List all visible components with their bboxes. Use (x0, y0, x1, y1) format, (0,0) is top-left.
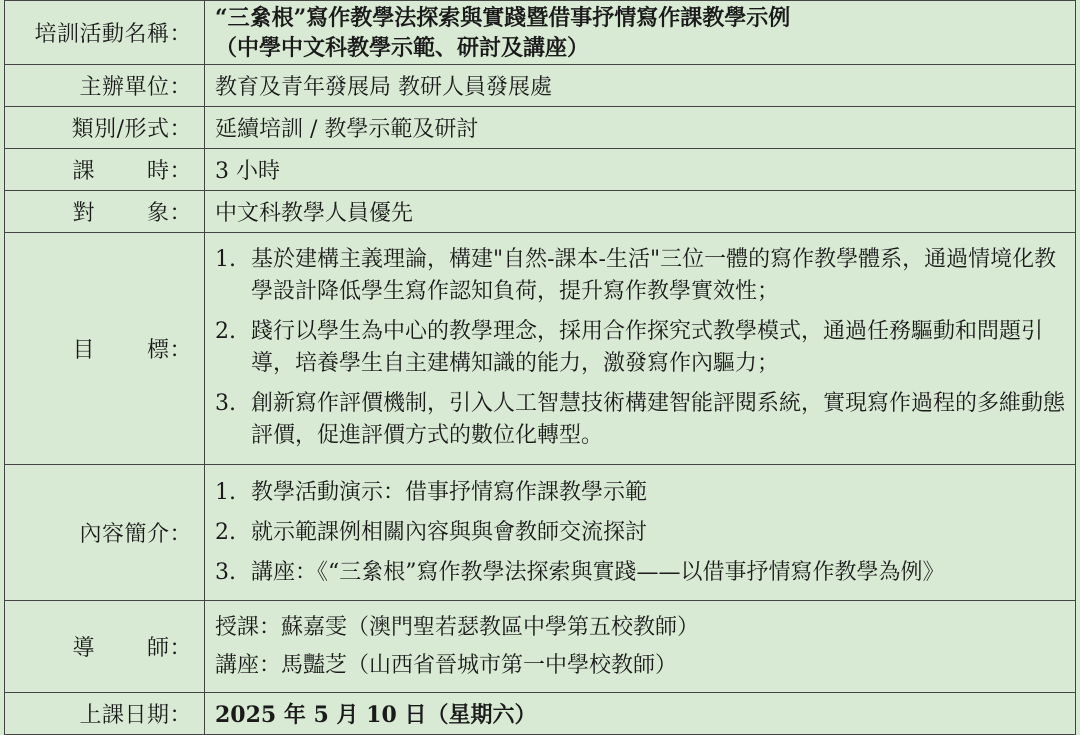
row-instructor (5, 601, 1076, 693)
label-audience (5, 191, 205, 233)
label-audience-b: 象： (146, 201, 192, 226)
label-date: 上課日期： (5, 693, 205, 735)
label-instructor-b: 師： (146, 636, 192, 661)
activity-title-line2: （中學中文科教學示範、研討及講座） (215, 34, 590, 61)
row-audience (5, 191, 1076, 233)
row-content (5, 465, 1076, 601)
label-category: 類別/形式： (5, 107, 205, 149)
hours-value: 3 小時 (205, 149, 1076, 191)
goal-item (215, 316, 1067, 380)
content-num: 3. (215, 559, 236, 585)
label-goals-a: 目 (72, 338, 95, 363)
label-instructor (5, 601, 205, 693)
content-list (215, 477, 1067, 589)
row-organizer (5, 65, 1076, 107)
label-hours-a: 課 (72, 159, 95, 184)
content-text: 教學活動演示：借事抒情寫作課教學示範 (251, 479, 648, 505)
content-item (215, 477, 1067, 509)
goal-text: 創新寫作評價機制，引入人工智慧技術構建智能評閱系統，實現寫作過程的多維動態評價，促進評價方式的數位化轉型。 (251, 390, 1066, 448)
label-instructor-a: 導 (72, 636, 95, 661)
row-hours (5, 149, 1076, 191)
content-item (215, 517, 1067, 549)
content-text: 講座：《“三絫根”寫作教學法探索與實踐——以借事抒情寫作教學為例》 (251, 559, 945, 585)
activity-title-line1: “三絫根”寫作教學法探索與實踐暨借事抒情寫作課教學示例 (215, 4, 791, 31)
label-activity-name: 培訓活動名稱： (5, 1, 205, 65)
row-goals (5, 233, 1076, 465)
course-info-table (4, 0, 1076, 735)
row-activity-name (5, 1, 1076, 65)
content-num: 1. (215, 479, 236, 505)
content-list-cell (205, 465, 1076, 601)
row-date (5, 693, 1076, 735)
goal-num: 3. (215, 390, 236, 416)
organizer-value: 教育及青年發展局 教研人員發展處 (205, 65, 1076, 107)
label-goals (5, 233, 205, 465)
goals-list-cell (205, 233, 1076, 465)
goals-list (215, 244, 1067, 452)
goal-item (215, 244, 1067, 308)
goal-num: 2. (215, 318, 236, 344)
goal-text: 踐行以學生為中心的教學理念，採用合作探究式教學模式，通過任務驅動和問題引導，培養學生自主建構知識的能力，激發寫作內驅力； (251, 318, 1044, 376)
label-audience-a: 對 (72, 201, 95, 226)
content-item (215, 557, 1067, 589)
goal-item (215, 388, 1067, 452)
content-num: 2. (215, 519, 236, 545)
activity-title (205, 1, 1076, 65)
goal-num: 1. (215, 246, 236, 272)
label-goals-b: 標： (146, 338, 192, 363)
row-category (5, 107, 1076, 149)
label-hours-b: 時： (146, 159, 192, 184)
instructor-line: 講座：馬豔芝（山西省晉城市第一中學校教師） (215, 652, 678, 678)
date-value: 2025 年 5 月 10 日（星期六） (205, 693, 1076, 735)
content-text: 就示範課例相關內容與與會教師交流探討 (251, 519, 648, 545)
instructor-cell (205, 601, 1076, 693)
category-value: 延續培訓 / 教學示範及研討 (205, 107, 1076, 149)
audience-value: 中文科教學人員優先 (205, 191, 1076, 233)
label-hours (5, 149, 205, 191)
goal-text: 基於建構主義理論，構建"自然-課本-生活"三位一體的寫作教學體系，通過情境化教學設計降低學生寫作認知負荷，提升寫作教學實效性； (251, 246, 1057, 304)
label-content: 內容簡介： (5, 465, 205, 601)
label-organizer: 主辦單位： (5, 65, 205, 107)
instructor-line: 授課：蘇嘉雯（澳門聖若瑟教區中學第五校教師） (215, 614, 700, 640)
